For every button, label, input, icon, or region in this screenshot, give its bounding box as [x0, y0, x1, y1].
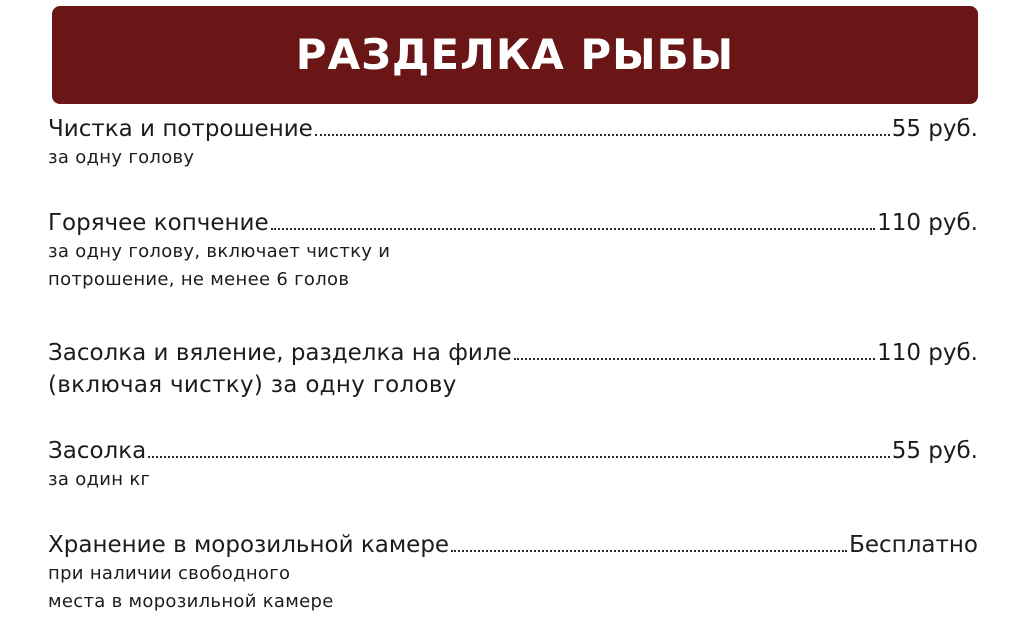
- service-note: места в морозильной камере: [48, 591, 334, 612]
- service-price: 110 руб.: [877, 210, 978, 236]
- service-name: Чистка и потрошение: [48, 116, 313, 142]
- dot-leader: [315, 134, 890, 136]
- service-note: потрошение, не менее 6 голов: [48, 269, 350, 290]
- price-row: [48, 208, 978, 238]
- service-name: Горячее копчение: [48, 210, 269, 236]
- dot-leader: [451, 550, 847, 552]
- price-item-hot-smoking: [48, 208, 978, 294]
- price-row: [48, 530, 978, 560]
- service-name: Хранение в морозильной камере: [48, 532, 450, 558]
- dot-leader: [514, 358, 875, 360]
- service-name: Засолка и вяление, разделка на филе: [48, 340, 512, 366]
- page-title: РАЗДЕЛКА РЫБЫ: [295, 30, 735, 79]
- price-row: [48, 436, 978, 466]
- service-price: 110 руб.: [877, 340, 978, 366]
- service-price: 55 руб.: [891, 438, 978, 464]
- price-item-salting: [48, 436, 978, 494]
- service-price: 55 руб.: [891, 116, 978, 142]
- price-row: [48, 114, 978, 144]
- price-item-freezer-storage: [48, 530, 978, 616]
- service-note: за одну голову, включает чистку и: [48, 241, 391, 262]
- header-banner: [52, 6, 978, 104]
- service-price: Бесплатно: [849, 532, 978, 558]
- price-item-cleaning: [48, 114, 978, 172]
- price-row: [48, 338, 978, 368]
- service-note: (включая чистку) за одну голову: [48, 372, 457, 398]
- service-note: при наличии свободного: [48, 563, 291, 584]
- dot-leader: [271, 228, 875, 230]
- price-item-salting-drying: [48, 338, 978, 402]
- service-note: за одну голову: [48, 147, 195, 168]
- service-name: Засолка: [48, 438, 147, 464]
- dot-leader: [148, 456, 889, 458]
- service-note: за один кг: [48, 469, 151, 490]
